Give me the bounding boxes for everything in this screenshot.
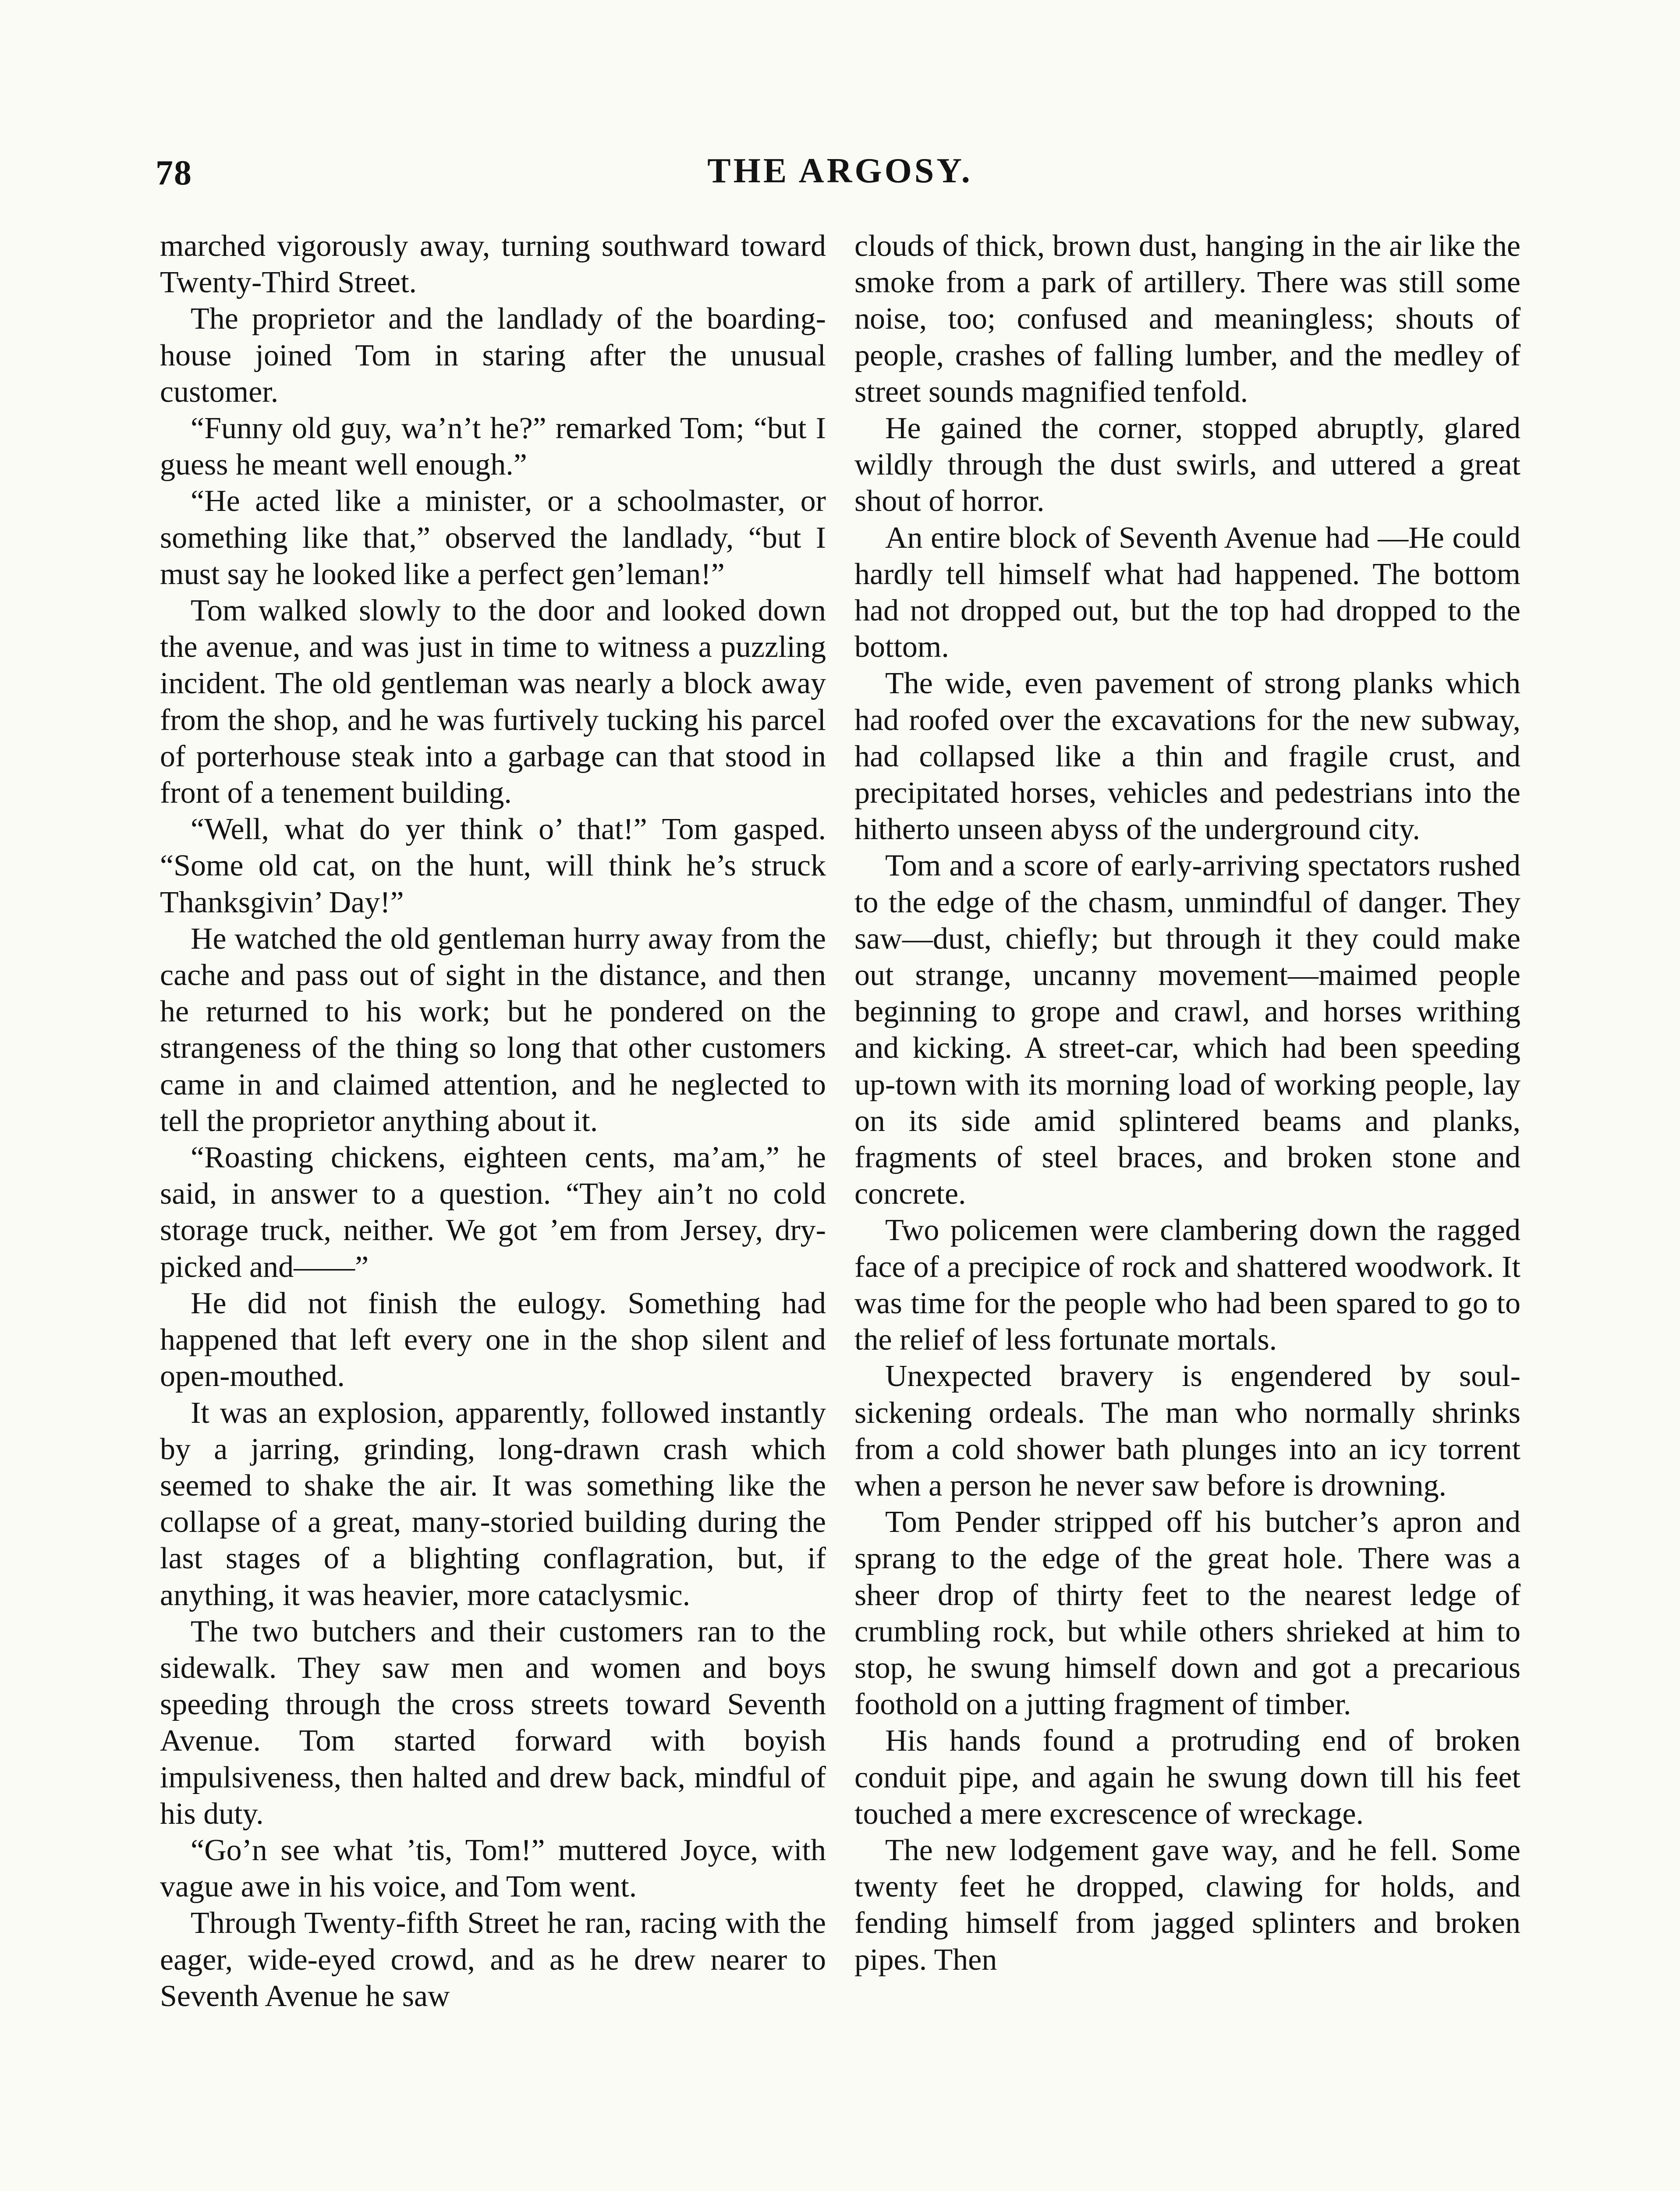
paragraph: The two butchers and their customers ran to the sidewalk. They saw men and women and boys speeding through the cross streets toward Seventh Avenue. Tom started forward with boyish impulsiveness, then halted and drew back, mindful of his duty. [160,1614,826,1831]
paragraph: “Roasting chickens, eighteen cents, ma’am,” he said, in answer to a question. “They ain’t no cold storage truck, neither. We got ’em from Jersey, dry-picked and——” [160,1141,826,1284]
paragraph: It was an explosion, apparently, followed instantly by a jarring, grinding, long-drawn crash which seemed to shake the air. It was something like the collapse of a great, many-storied building during the last stages of a blighting conflagration, but, if anything, it was heavier, more cataclysmic. [160,1396,826,1612]
paragraph: Tom walked slowly to the door and looked down the avenue, and was just in time to witness a puzzling incident. The old gentleman was nearly a block away from the shop, and he was furtively tucking his parcel of porterhouse steak into a garbage can that stood in front of a tenement building. [160,594,826,810]
paragraph: He watched the old gentleman hurry away from the cache and pass out of sight in the distance, and then he returned to his work; but he pondered on the strangeness of the thing so long that other customers came in and claimed attention, and he neglected to tell the proprietor anything about it. [160,922,826,1138]
paragraph: “Funny old guy, wa’n’t he?” remarked Tom; “but I guess he meant well enough.” [160,411,826,482]
paragraph: Tom Pender stripped off his butcher’s apron and sprang to the edge of the great hole. There was a sheer drop of thirty feet to the nearest ledge of crumbling rock, but while others shrieked at him to stop, he swung himself down and got a precarious foothold on a jutting fragment of timber. [854,1505,1521,1722]
paragraph: The wide, even pavement of strong planks which had roofed over the excavations for the new subway, had collapsed like a thin and fragile crust, and precipitated horses, vehicles and pedestrians into the hitherto unseen abyss of the underground city. [854,667,1521,847]
right-column [854,228,1521,1978]
paragraph: An entire block of Seventh Avenue had —He could hardly tell himself what had happened. The bottom had not dropped out, but the top had dropped to the bottom. [854,521,1521,664]
paragraph: The proprietor and the landlady of the boarding-house joined Tom in staring after the unusual customer. [160,302,826,409]
paragraph: “Well, what do yer think o’ that!” Tom gasped. “Some old cat, on the hunt, will think he’s struck Thanksgivin’ Day!” [160,812,826,919]
paragraph: clouds of thick, brown dust, hanging in the air like the smoke from a park of artillery. There was still some noise, too; confused and meaningless; shouts of people, crashes of falling lumber, and the medley of street sounds magnified tenfold. [854,229,1521,409]
paragraph: marched vigorously away, turning southward toward Twenty-Third Street. [160,229,826,300]
paragraph: He gained the corner, stopped abruptly, glared wildly through the dust swirls, and uttered a great shout of horror. [854,411,1521,518]
paragraph: Unexpected bravery is engendered by soul-sickening ordeals. The man who normally shrinks from a cold shower bath plunges into an icy torrent when a person he never saw before is drowning. [854,1359,1521,1503]
paragraph: “Go’n see what ’tis, Tom!” muttered Joyce, with vague awe in his voice, and Tom went. [160,1833,826,1904]
paragraph: Through Twenty-fifth Street he ran, racing with the eager, wide-eyed crowd, and as he drew nearer to Seventh Avenue he saw [160,1906,826,2013]
left-column [160,228,826,2014]
running-head: THE ARGOSY. [707,152,973,190]
paragraph: Tom and a score of early-arriving spectators rushed to the edge of the chasm, unmindful of danger. They saw—dust, chiefly; but through it they could make out strange, uncanny movement—maimed people beginning to grope and crawl, and horses writhing and kicking. A street-car, which had been speeding up-town with its morning load of working people, lay on its side amid splintered beams and planks, fragments of steel braces, and broken stone and concrete. [854,849,1521,1211]
paragraph: Two policemen were clambering down the ragged face of a precipice of rock and shattered woodwork. It was time for the people who had been spared to go to the relief of less fortunate mortals. [854,1213,1521,1357]
paragraph: “He acted like a minister, or a schoolmaster, or something like that,” observed the landlady, “but I must say he looked like a perfect gen’leman!” [160,484,826,591]
paragraph: His hands found a protruding end of broken conduit pipe, and again he swung down till his feet touched a mere excrescence of wreckage. [854,1724,1521,1831]
paragraph: The new lodgement gave way, and he fell. Some twenty feet he dropped, clawing for holds, and fending himself from jagged splinters and broken pipes. Then [854,1833,1521,1977]
page-number: 78 [156,154,192,192]
paragraph: He did not finish the eulogy. Something had happened that left every one in the shop silent and open-mouthed. [160,1286,826,1393]
